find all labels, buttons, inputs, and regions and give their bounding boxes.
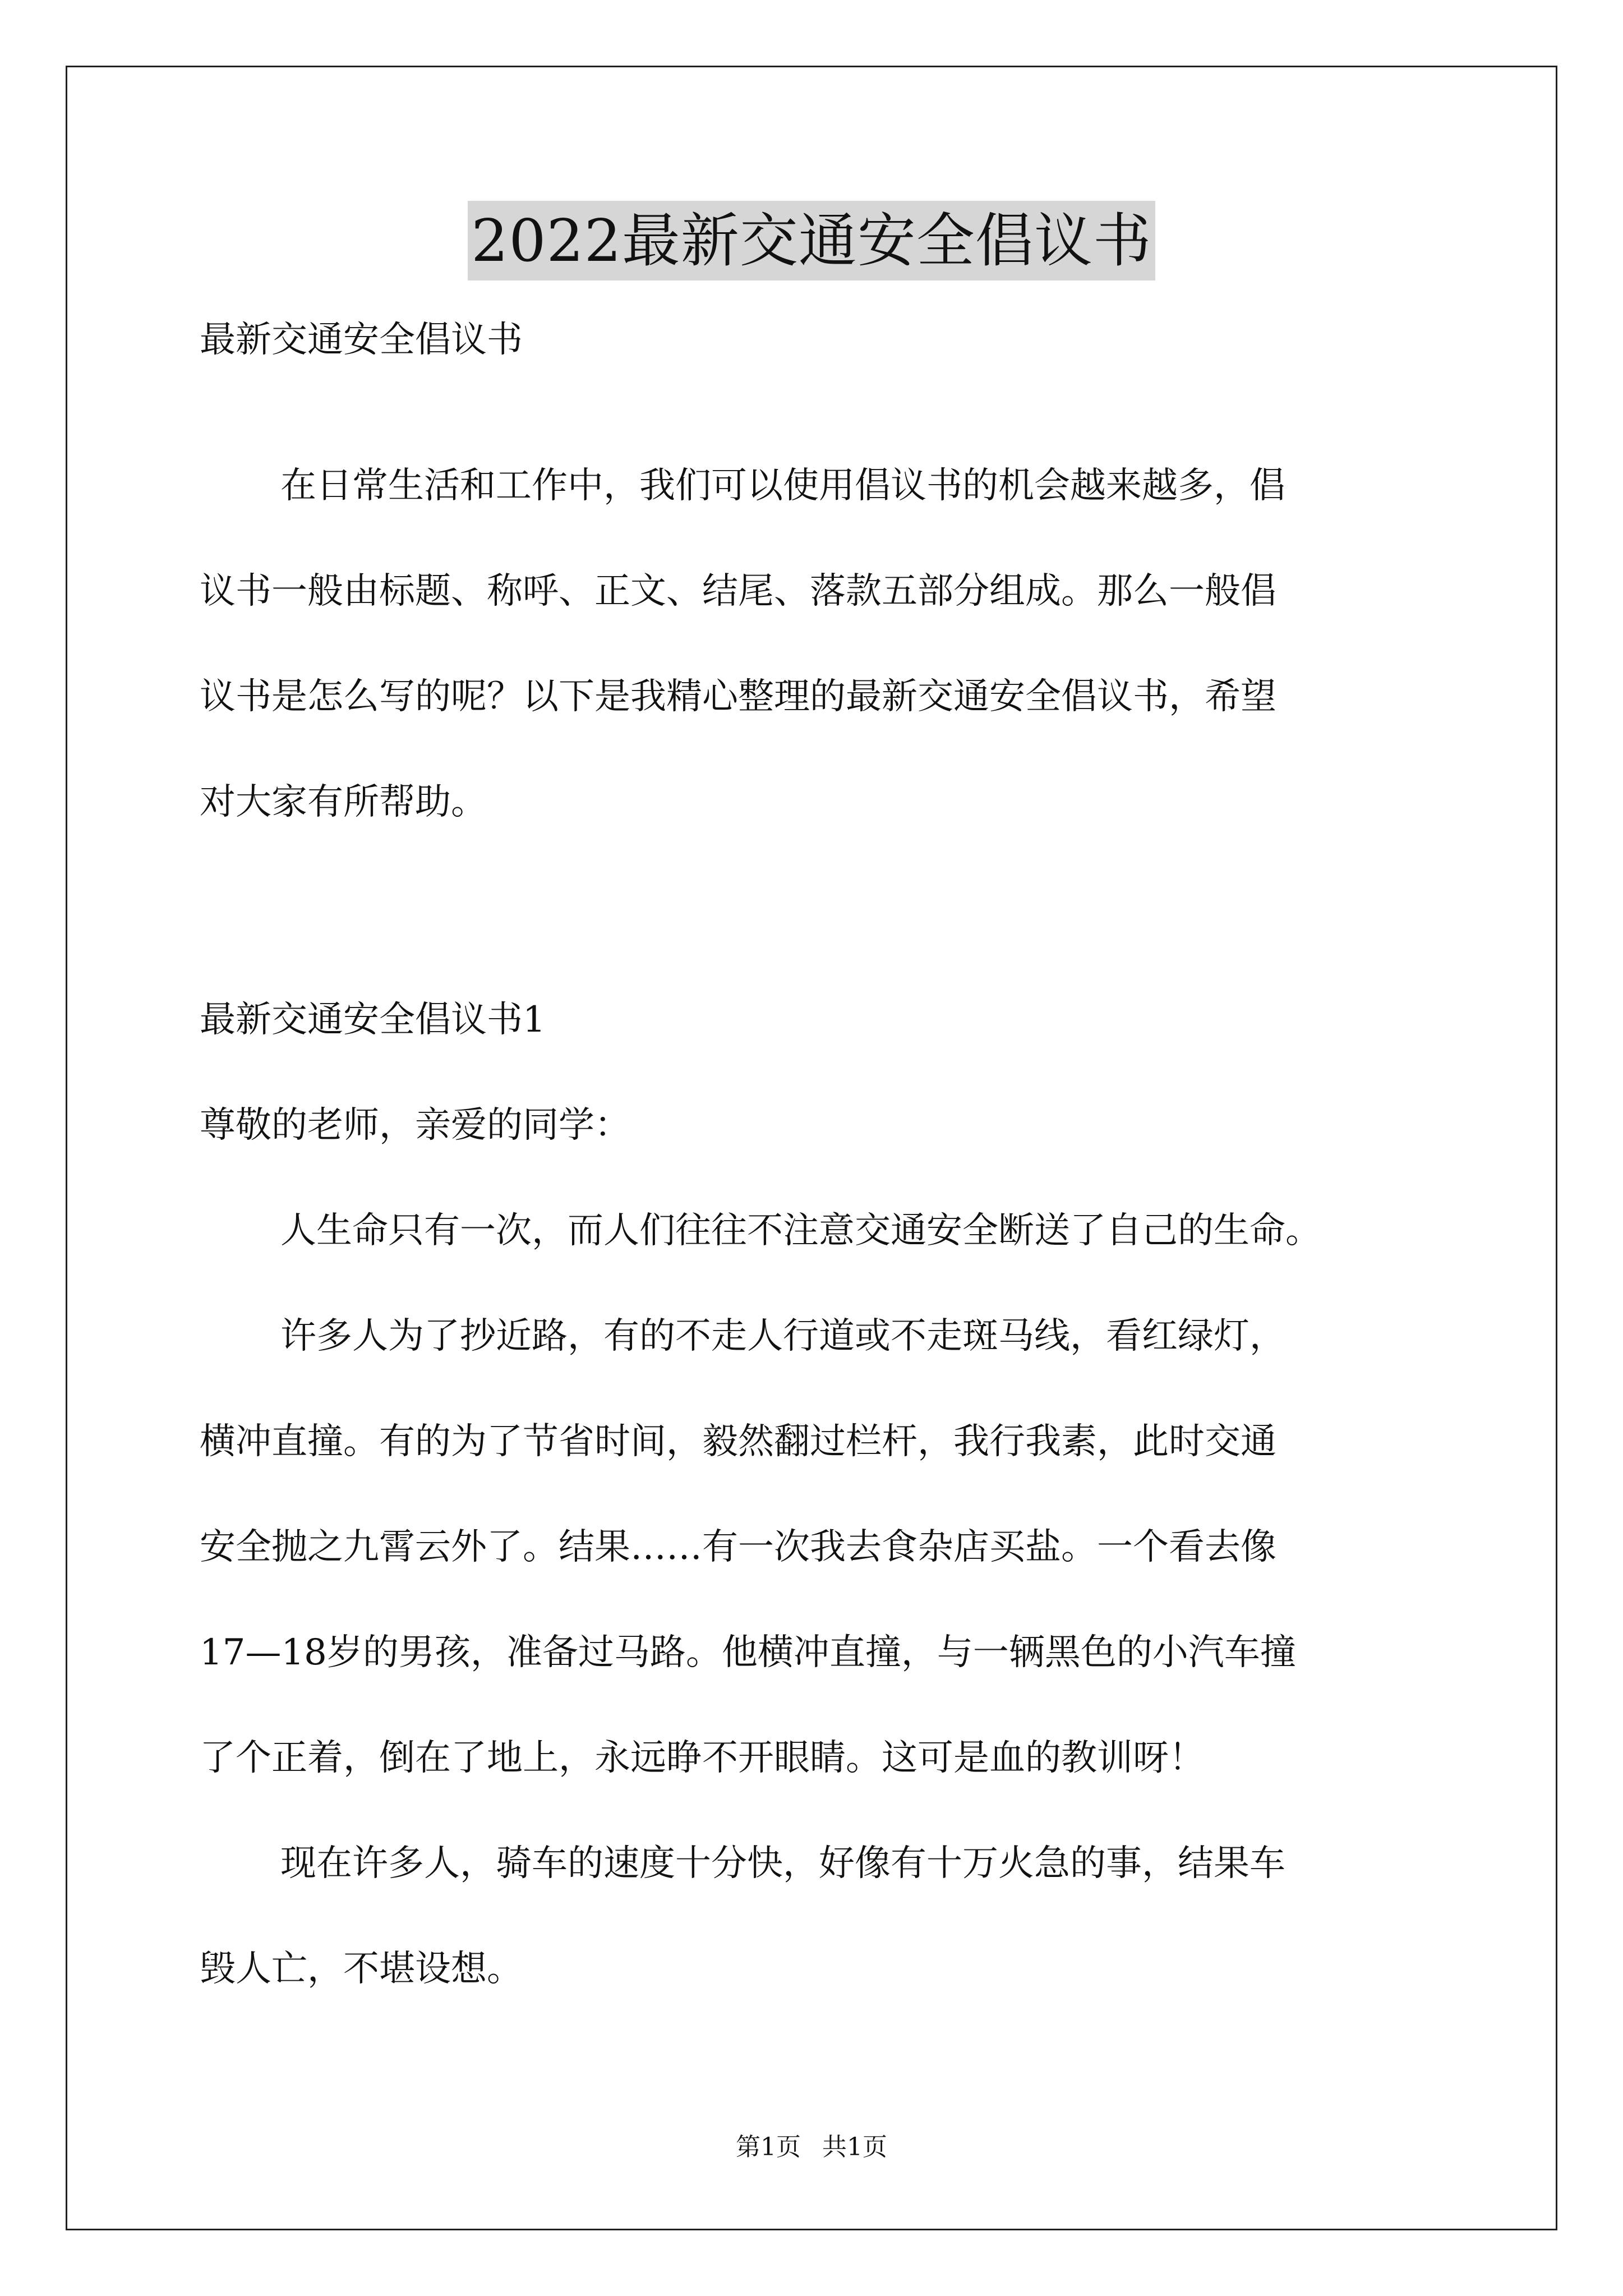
title-wrapper [0, 201, 1623, 280]
paragraph-line: 许多人为了抄近路，有的不走人行道或不走斑马线，看红绿灯， [280, 1315, 1285, 1357]
intro-line: 在日常生活和工作中，我们可以使用倡议书的机会越来越多，倡 [280, 465, 1285, 507]
section-heading: 最新交通安全倡议书1 [200, 999, 546, 1041]
page-footer [0, 2132, 1623, 2163]
intro-line: 议书是怎么写的呢？以下是我精心整理的最新交通安全倡议书，希望 [200, 676, 1276, 717]
document-heading: 最新交通安全倡议书 [200, 319, 523, 361]
paragraph-line: 毁人亡，不堪设想。 [200, 1948, 523, 1990]
paragraph-line: 17—18岁的男孩，准备过马路。他横冲直撞，与一辆黑色的小汽车撞 [200, 1632, 1296, 1673]
paragraph-line: 了个正着，倒在了地上，永远睁不开眼睛。这可是血的教训呀！ [200, 1737, 1205, 1779]
intro-line: 对大家有所帮助。 [200, 781, 487, 823]
paragraph-line: 安全抛之九霄云外了。结果……有一次我去食杂店买盐。一个看去像 [200, 1526, 1276, 1568]
page-number-total: 共1页 [822, 2133, 887, 2161]
salutation: 尊敬的老师，亲爱的同学： [200, 1105, 630, 1146]
paragraph-line: 现在许多人，骑车的速度十分快，好像有十万火急的事，结果车 [280, 1843, 1285, 1884]
paragraph-line: 横冲直撞。有的为了节省时间，毅然翻过栏杆，我行我素，此时交通 [200, 1421, 1276, 1462]
page-number-current: 第1页 [736, 2133, 801, 2161]
intro-line: 议书一般由标题、称呼、正文、结尾、落款五部分组成。那么一般倡 [200, 570, 1276, 612]
paragraph-line: 人生命只有一次，而人们往往不注意交通安全断送了自己的生命。 [280, 1210, 1321, 1251]
page-border [66, 66, 1557, 2230]
document-title: 2022最新交通安全倡议书 [468, 201, 1155, 280]
